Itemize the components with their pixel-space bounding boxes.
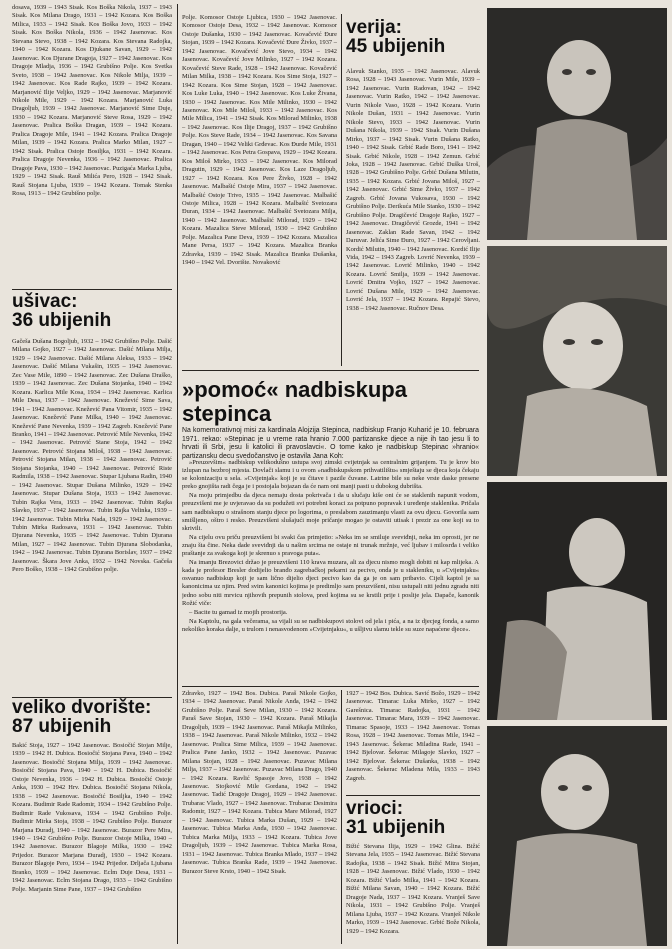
victim-list-c1c: Bakić Stoja, 1927 – 1942 Jasenovac. Bosiočić Stojan Milje, 1939 – 1942 H. Dubica. Bosiočić Stojana Pava, 1940 – 1942 Jasenovac. Bosiočić Stojana Milja, 1939 – 1942 Jasenovac. Bosiočić Stojana Pava, 1940 – 1942 H. Dubica. Bosiočić Ostoje Nevenka, 1936 – 1942 H. Dubica. Bosiočić Ostoje Anka, 1930 – 1942 Hrv. Dubica. Bosiočić Stojana Nikola, 1938 – 1942 Jasenovac. Bosiočić Bosiljka, 1940 – 1942 Kozara. Budimir Rade Radomir, 1934 – 1942 Grubišno Polje. Budimir Rade Vukosava, 1934 – 1942 Grubišno Polje. Budimir Mirka Stoja, 1938 – 1942 Grubišno Polje. Burazor Marjana Đuradj, 1940 – 1942 Jasenovac. Burazor Pere Mira, 1940 – 1942 Grubišno Polje. Burazor Ostoje Milka, 1940 – 1942 Jasenovac. Burazor Blagoje Milka, 1930 – 1942 Prijedor. Burazor Marjana Đuradj, 1930 – 1942 Kozara. Burazor Blagoje Pero, 1934 – 1942 Prijedor. Drljača Ljubana Branko, 1939 – 1942 Jasenovac. Eclm Duje Desa, 1931 – 1942 Jasenovac. Eclm Stojana Drago, 1933 – 1942 Grubišno Polje. Marjanin Sime Pane, 1937 – 1942 Grubišno xyxy=(12,742,172,893)
article-paragraph: Na cijelu ovu priču preuzvišeni bi svaki čas primjetio: »Neka im se smiluje sveviđnji, neka im oprosti, jer ne znaju šta čine. Neka dade sveviđnji da u našim srcima ne ostaje ni trunak mržnje, već ljubav i milosrđa i veliko praštanje za svakoga koji je skrenuo s pravoga puta«. xyxy=(182,533,479,558)
vrioci-count: 31 ubijenih xyxy=(346,817,446,837)
column-1-top xyxy=(12,4,172,278)
usivac-count: 36 ubijenih xyxy=(12,310,112,330)
usivac-title: ušivac: xyxy=(12,292,78,312)
column-divider xyxy=(177,4,178,944)
victim-list-c1b: Gačeša Dušana Bogoljub, 1932 – 1942 Grubišno Polje. Dašić Milana Gojko, 1927 – 1942 Jasenovac. Dašić Milana Milja, 1929 – 1942 Jasenovac. Dašić Milana Aleksa, 1933 – 1942 Jasenovac. Dašić Milana Vukašin, 1935 – 1942 Jasenovac. Zec Vase Mile, 1890 – 1942 Jasenovac. Zec Dušana Draško, 1939 – 1942 Jasenovac. Zec Dušana Stojanka, 1940 – 1942 Kozara. Karlica Mile Kosa, 1934 – 1942 Jasenovac. Karlica Mile Desa, 1937 – 1942 Jasenovac. Knežević Sime Sava, 1941 – 1942 Jasenovac. Knežević Pana Vitomir, 1935 – 1942 Jasenovac. Knežević Pane Milka, 1940 – 1942 Jasenovac. Knežević Pane Nevenka, 1939 – 1942 Zagreb. Knežević Pane Branko, 1941 – 1942 Jasenovac. Petrović Mile Nevenka, 1942 – 1942 Jasenovac. Petrović Stane Stoja, 1942 – 1942 Jasenovac. Petrović Stojana Miloš, 1938 – 1942 Jasenovac. Petrović Stojana Milan, 1938 – 1942 Jasenovac. Petrović Stojana Stojanka, 1940 – 1942 Jasenovac. Petrović Riste Radmila, 1938 – 1942 Jasenovac. Stupar Ljubana Radin, 1940 – 1942 Jasenovac. Stupar Dušana Milinko, 1929 – 1942 Jasenovac. Stupar Dušana Stoja, 1933 – 1942 Jasenovac. Tubin Rajka Vera, 1933 – 1942 Jasenovac. Tubin Rajka Slavko, 1937 – 1942 Jasenovac. Tubin Rajka Velinka, 1939 – 1942 Jasenovac. Tubin Mirka Nada, 1929 – 1942 Jasenovac. Tubin Mirka Radosava, 1931 – 1942 Jasenovac. Tubin Djurana Nevenka, 1935 – 1942 Jasenovac. Tubin Djurana Milan, 1927 – 1942 Jasenovac. Tubin Djurana Slobodanka, 1942 – 1942 Jasenovac. Tubin Djurana Borislav, 1937 – 1942 Jasenovac. Škara Jove Anka, 1932 – 1942 Novska. Gačeša Pero Boško, 1938 – 1942 Grubišno polje. xyxy=(12,338,172,574)
column-2-top xyxy=(182,14,337,366)
victim-list-c2b: Zdravko, 1927 – 1942 Bos. Dubica. Paraš Nikole Gojko, 1934 – 1942 Jasenovac. Paraš Nikole Anđa, 1942 – 1942 Grubišno Polje. Paraš Seve Milan, 1930 – 1942 Kozara. Paraš Save Stojan, 1930 – 1942 Kozara. Paraš Mikajla Dragoljub, 1939 – 1942 Jasenovac. Paraš Mikajla Milinko, 1938 – 1942 Jasenovac. Paraš Nikole Milinko, 1932 – 1942 Jasenovac. Pralica Sime Milica, 1939 – 1942 Jasenovac. Pralica Pane Janko, 1932 – 1942 Jasenovac. Puzavac Milana Stojan, 1928 – 1942 Jasenovac. Puzavac Milana Milja, 1937 – 1942 Jasenovac. Puzavac Milana Drago, 1940 – 1942 Kozara. Ravlić Spasoje Jovo, 1938 – 1942 Jasenovac. Stojković Mile Gordana, 1942 – 1942 Jasenovac. Tadić Dragoje Dragoj, 1929 – 1942 Jasenovac. Trubarac Vlado, 1927 – 1942 Jasenovac. Trubarac Desimira Radomir, 1927 – 1942 Kozara. Tubica Mare Milorad, 1927 – 1942 Jasenovac. Tubica Marka Dušan, 1929 – 1942 Jasenovac. Tubica Marka Anđa, 1930 – 1942 Jasenovac. Tubica Marka Milja, 1933 – 1942 Kozara. Tubica Jove Dragoljub, 1939 – 1942 Jasenovac. Tubica Marka Rosa, 1931 – 1942 Jasenovac. Tubica Branka Mlado, 1937 – 1942 Jasenovac. Tubica Branka Rade, 1939 – 1942 Jasenovac. Burazor Steve Krsto, 1940 – 1942 Sisak. xyxy=(182,690,337,875)
photo-child-2 xyxy=(487,246,667,476)
article-paragraph: Na imanju Brezovici držao je preuzvišeni 110 krava muzara, ali za djecu nismo mogli dobiti ni kap mlijeka. A kada je profesor Bresler dodijelio branđo zagrebačkoj pekarni za pecivo, onda je u stakleniku, u »Cvijetnjaku« osvanuo nadbiskup koji je sam lično dijelio djeci pecivo kao da ga je on sam pribavio. Cijeli kaptol je sa kanonicima uz njim. Pred svim kanonici kojima je predimljo sam preuzvišeni, nisu ustupali niti jednu zgradu niti jedno sobu niti mrvicu njihovih prepunih stolova, pred kojima su se krstili prije i poslije jela. Dapače, kanonik Rožić viče: xyxy=(182,559,479,607)
usivac-heading xyxy=(12,292,172,330)
divider xyxy=(346,795,480,796)
verija-title: verija: xyxy=(346,18,402,38)
verija-heading xyxy=(346,18,480,56)
photo-child-4 xyxy=(487,726,667,946)
vrioci-title: vrioci: xyxy=(346,799,404,819)
article-title: »pomoć« nadbiskupa stepinca xyxy=(182,377,407,426)
column-3-vrioci xyxy=(346,843,480,944)
article-paragraph: Na moju primjedbu da djeca nemaju dosta pokrivača i da u slučaju kiše oni će se staklenih napunit vodom, preuzvišeni me je uvjeravao da su podužeti svi potrebni koraci za potpuno popravak i uređenje staklenika. Pričala sam nadbiskupu o strašnom stanju djece po logorima, o preslabom zauzimanju vlasti za ovu djecu. Govorila sam smišljeno, oštro i resko. Preuzvišeni slušajući moje pričanje mogao je ostaviti utisak i prezir za one koji su to skrivili. xyxy=(182,492,479,532)
veliko-count: 87 ubijenih xyxy=(12,716,112,736)
article-lead: Na komemorativnoj misi za kardinala Alojzija Stepinca, nadbiskup Franjo Kuharić je 10. februara 1971. rekao: »Stepinac je u vreme rata hranio 7.000 partizanske djece a nije ih tao jesu li to hrvati ili Srbi, jesu li katolici ili pravoslavci«. O tome kako je nadbiskup Stepinac »hranio« partizansku decu svedočanstvo je ostavila Jana Koh: xyxy=(182,427,479,460)
column-1-middle xyxy=(12,338,172,694)
victim-list-c3a: Alavuk Stanko, 1935 – 1942 Jasenovac. Alavuk Rosa, 1928 – 1943 Jasenovac. Vurin Mile, 1939 – 1942 Jasenovac. Vurin Radovan, 1942 – 1942 Jasenovac. Vurin Ratko, 1942 – 1942 Jasenovac. Vurin Nikole Vaso, 1928 – 1942 Kozara. Vurin Nikole Dušan, 1931 – 1942 Jasenovac. Vurin Nikole Stevo, 1933 – 1942 Jasenovac. Vurin Dušana Nikola, 1939 – 1942 Sisak. Vurin Dušana Mirko, 1937 – 1942 Sisak. Vurin Dušana Ratko, 1940 – 1942 Sisak. Grbić Rade Boro, 1941 – 1942 Sisak. Grbić Nikole, 1928 – 1942 Zemun. Grbić Joka, 1928 – 1942 Jasenovac. Grbić Duška Uroš, 1928 – 1942 Grubišno Polje. Grbić Dušana Milutin, 1935 – 1942 Kozara. Grbić Jovana Miloš, 1927 – 1942 Jasenovac. Grbić Sime Živko, 1937 – 1942 Zagreb. Grbić Jovana Vukosava, 1930 – 1942 Grubišno Polje. Derikuća Mile Stanko, 1930 – 1942 Grubišno Polje. Dragičević Dragoje Rajko, 1927 – 1942 Jasenovac. Dragičević Grozde, 1941 – 1942 Jasenovac. Zaklan Rade Savan, 1942 – 1942 Daruvar. Jelića Sime Đuro, 1927 – 1942 Cerovljani. Kordić Milutin, 1940 – 1942 Jasenovac. Kordić Ilije Vida, 1942 – 1943 Zagreb. Lovrić Nevenka, 1939 – 1942 Jasenovac. Lovrić Milinko, 1940 – 1942 Kozara. Lovrić Smilja, 1939 – 1942 Jasenovac. Lovrić Dmitra Vojko, 1927 – 1942 Jasenovac. Lovrić Dušana Mile, 1929 – 1942 Jasenovac. Lovrić Jela, 1937 – 1942 Kozara. Repajić Stevo, 1938 – 1942 Jasenovac. Ručnov Desa. xyxy=(346,68,480,312)
veliko-title: veliko dvorište: xyxy=(12,698,152,718)
column-divider xyxy=(341,690,342,944)
vrioci-heading xyxy=(346,799,480,837)
victim-list-c3c: Bižić Stevana Ilija, 1929 – 1942 Glina. Bižić Stevana Jela, 1935 – 1942 Jasenovac. Bižić Stevana Radojka, 1938 – 1942 Sisak. Bižić Mitra Stojan, 1928 – 1942 Jasenovac. Bižić Vlado, 1930 – 1942 Kozara. Bižić Vlado Milka, 1941 – 1942 Kozara. Bižić Milana Savan, 1940 – 1942 Kozara. Bižić Dragoje Nada, 1937 – 1942 Kozara. Vranješ Save Nikola, 1931 – 1942 Grubišno Polje. Vranješ Milana Ljuba, 1937 – 1942 Kozara. Vranješ Nikole Marko, 1939 – 1942 Jasenovac. Grbić Bože Nikola, 1929 – 1942 Kozara. xyxy=(346,843,480,935)
column-3-bottom xyxy=(346,690,480,792)
divider xyxy=(182,686,479,687)
victim-list-c1a: dosava, 1939 – 1943 Sisak. Kos Boška Nikola, 1937 – 1943 Sisak. Kos Milana Drago, 1931 – 1942 Kozara. Kos Boška Milica, 1933 – 1942 Sisak. Kos Boška Jovo, 1933 – 1942 Sisak. Kos Boška Nikola, 1936 – 1942 Jasenovac. Kos Stevana Stevo, 1938 – 1942 Kozara. Kos Stevana Radojka, 1940 – 1942 Kozara. Kos Djukane Savan, 1929 – 1942 Jasenovac. Kos Djurane Dragoja, 1927 – 1942 Jasenovac. Kos Dragoje Mladja, 1936 – 1942 Grubišno Polje. Kos Svetka Sveto, 1938 – 1942 Jasenovac. Kos Nikole Milja, 1939 – 1942 Jasenovac. Kos Rade Rajko, 1939 – 1942 Kozara. Marjanović Ilije Veljko, 1929 – 1942 Jasenovac. Marjanović Nikole Mile, 1929 – 1942 Kozara. Marjanović Luka Dragoljub, 1939 – 1942 Jasenovac. Marjanović Sime Duje, 1930 – 1942 Kozara. Marjanović Steve Rosa, 1929 – 1942 Jasenovac. Pralica Boška Dragan, 1939 – 1942 Kozara. Pralica Dragoje Mile, 1941 – 1942 Kozara. Pralica Dragoje Milan, 1939 – 1942 Kozara. Pralica Marko Milan, 1927 – 1942 Sisak. Pralica Ostoje Bosiljka, 1931 – 1942 Kozara. Pralica Dragoje Nevenka, 1936 – 1942 Jasenovac. Pralica Dragoje Pava, 1930 – 1942 Jasenovac. Puzigaća Marka Ljuba, 1929 – 1942 Sisak. Rauš Milića Pero, 1928 – 1942 Sisak. Rauš Stojana Ljuba, 1939 – 1942 Kozara. Tomak Stenka Rosa, 1913 – 1942 Grubišno polje. xyxy=(12,4,172,197)
article-paragraph: Na Kaptolu, na gala večerama, sa vijali su se nadbiskupovi stolovi od jela i pića, a na iz djecjeg fonda, a samo nekoliko koraka dalje, u trulom i nenasvodenom »Cvijetnjaku«, u ušljivu slamu tekle su suze napaćene djece«. xyxy=(182,617,479,633)
article-body xyxy=(182,459,479,684)
victim-list-c2a: Polje. Komosor Ostoje Ljubica, 1930 – 1942 Jasenovac. Komosor Ostoje Desa, 1932 – 1942 Jasenovac. Komosor Ostoje Dušanka, 1930 – 1942 Jasenovac. Kovačević Đure Stojan, 1939 – 1942 Kozara. Kovačević Đure Živko, 1937 – 1942 Jasenovac. Kovačević Jove Stevo, 1934 – 1942 Jasenovac. Kovačević Jove Milinko, 1927 – 1942 Kozara. Kovačević Steve Rade, 1928 – 1942 Jasenovac. Kovačević Milan Milka, 1938 – 1942 Kozara. Kos Sime Stoja, 1927 – 1942 Kozara. Kos Sime Stojan, 1928 – 1942 Jasenovac. Kos Luke Luka, 1940 – 1942 Jasenovac. Kos Luke Živana, 1930 – 1942 Jasenovac. Kos Mile Milinko, 1930 – 1942 Jasenovac. Kos Mile Miloš, 1933 – 1942 Jasenovac. Kos Mile Milica, 1941 – 1942 Sisak. Kos Milorad Milinko, 1938 – 1942 Jasenovac. Kos Ilije Dragoj, 1937 – 1942 Grubišno Polje. Kos Steve Rade, 1934 – 1942 Jasenovac. Kos Savana Dragan, 1940 – 1942 Veliki Grđevac. Kos Đurde Mile, 1931 – 1942 Jasenovac. Kos Petra Gospava, 1929 – 1942 Kozara. Kos Miloš Mirko, 1933 – 1942 Jasenovac. Kos Milorad Dragutin, 1929 – 1942 Jasenovac. Kos Laze Dragoljub, 1927 – 1942 Kozara. Kos Pere Živko, 1928 – 1942 Jasenovac. Malbašić Ostoje Mira, 1937 – 1942 Jasenovac. Malbašić Ostoje Trivo, 1935 – 1942 Jasenovac. Malbašić Ostoje Milica, 1928 – 1942 Kozara. Malbašić Svetozara Đuran, 1934 – 1942 Jasenovac. Malbašić Svetozara Milja, 1940 – 1942 Jasenovac. Malbašić Milorad, 1929 – 1942 Kozara. Mazalica Steve Milorad, 1930 – 1942 Grubišno Polje. Mazalica Pane Deva, 1939 – 1942 Kozara. Mazalica Mane Persa, 1937 – 1942 Kozara. Mazalica Branka Zdravka, 1939 – 1942 Sisak. Mazalica Branka Dušanka, 1940 – 1942 Vel. Dvorište. Novaković xyxy=(182,14,337,267)
photo-child-3 xyxy=(487,482,667,720)
veliko-heading xyxy=(12,698,172,736)
divider xyxy=(182,370,479,371)
article-paragraph: »Preuzevšim« nadbiskup velikodušno ustupa svoj zimski cvijetnjak sa centralnim grijanjem. Tu je krov bio izlupan na bezbroj mjesta. Dovlači slamu i u ovom »nadbiskupskom prihvatilištu« smještaju se djeca koja čekaju se kolonizaciju u sela. »Cvijetnjak« koji je su čitave i pazile čuvane. Latrine bile su neke vrste daske presene preko gnojišta radi čega je i postojala bojazan da će nam oni manji pasti u dubokоg dubrišta. xyxy=(182,459,479,491)
column-divider xyxy=(341,14,342,366)
victim-list-c3b: 1927 – 1942 Bos. Dubica. Savić Božo, 1929 – 1942 Jasenovac. Timarac Luka Mirko, 1927 – 1942 Garešnica. Timarac Radojka, 1931 – 1942 Jasenovac. Timarac Mara, 1939 – 1942 Jasenovac. Timarac Spasoje, 1933 – 1942 Jasenovac. Tomas Rosa, 1928 – 1942 Jasenovac. Tomas Mile, 1942 – 1943 Jasenovac. Šekerac Miladina Rade, 1941 – 1942 Bjelovar. Šekerac Milagoje Slavko, 1927 – 1942 Bjelovar. Šekerac Dušanka, 1938 – 1942 Jasenovac. Šekerac Mladena Mila, 1933 – 1943 Zagreb. xyxy=(346,690,480,782)
column-2-bottom xyxy=(182,690,337,944)
article-paragraph: – Bacite tu gamad iz mojih prostorija. xyxy=(189,608,288,616)
column-1-bottom xyxy=(12,742,172,946)
verija-count: 45 ubijenih xyxy=(346,36,446,56)
divider xyxy=(12,289,172,290)
column-3-top xyxy=(346,68,480,368)
photo-child-1 xyxy=(487,8,667,240)
